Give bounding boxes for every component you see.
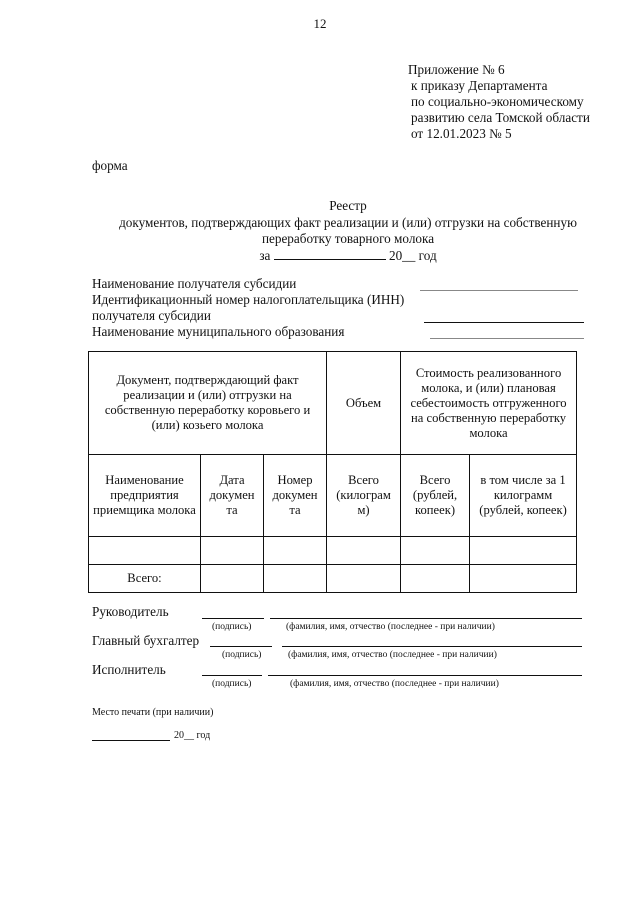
cell-total-rub[interactable]	[401, 537, 470, 565]
head-signature-line[interactable]	[202, 618, 264, 619]
header-document-group: Документ, подтверждающий факт реализации и (или) отгрузки на собственную переработку коровьего и (или) козьего молока	[89, 352, 327, 455]
annex-block	[408, 62, 590, 142]
table-row	[89, 537, 577, 565]
period-prefix: за	[259, 247, 271, 263]
header-date: Дата докумен та	[201, 455, 264, 537]
header-total-rub: Всего (рублей, копеек)	[401, 455, 470, 537]
total-cell-rub[interactable]	[401, 565, 470, 593]
head-label: Руководитель	[92, 604, 169, 619]
header-total-kg: Всего (килограм м)	[327, 455, 401, 537]
cell-total-kg[interactable]	[327, 537, 401, 565]
annex-line-3: по социально-экономическому	[411, 94, 584, 109]
period-year: 20__ год	[388, 247, 437, 263]
annex-line-4: развитию села Томской области	[411, 110, 590, 125]
date-year: 20__ год	[174, 730, 211, 741]
total-row	[89, 565, 577, 593]
total-cell-date[interactable]	[201, 565, 264, 593]
header-volume-group: Объем	[327, 352, 401, 455]
executor-name-line[interactable]	[268, 675, 582, 676]
period-field[interactable]	[274, 248, 386, 260]
document-title	[88, 198, 608, 264]
total-cell-per-kg[interactable]	[470, 565, 577, 593]
recipient-name-field[interactable]	[420, 290, 578, 291]
header-cost-group: Стоимость реализованного молока, и (или) плановая себестоимость отгруженного на собственную переработку молока	[401, 352, 577, 455]
total-cell-number[interactable]	[264, 565, 327, 593]
executor-name-hint: (фамилия, имя, отчество (последнее - при наличии)	[290, 679, 499, 689]
chief-accountant-signature-line[interactable]	[210, 646, 272, 647]
cell-per-kg[interactable]	[470, 537, 577, 565]
title-line-3: переработку товарного молока	[261, 231, 435, 246]
title-period	[88, 248, 608, 265]
municipality-label: Наименование муниципального образования	[92, 324, 345, 339]
head-sign-hint: (подпись)	[212, 622, 252, 632]
inn-label-line-2: получателя субсидии	[92, 308, 211, 323]
title-line-2: документов, подтверждающих факт реализации и (или) отгрузки на собственную	[119, 214, 577, 230]
municipality-field[interactable]	[430, 338, 584, 339]
head-name-line[interactable]	[270, 618, 582, 619]
date-field[interactable]	[92, 740, 170, 741]
header-per-kg: в том числе за 1 килограмм (рублей, копеек)	[470, 455, 577, 537]
title-line-1: Реестр	[329, 198, 367, 213]
cell-date[interactable]	[201, 537, 264, 565]
inn-label-line-1: Идентификационный номер налогоплательщика (ИНН)	[92, 292, 405, 307]
cell-number[interactable]	[264, 537, 327, 565]
recipient-name-label: Наименование получателя субсидии	[92, 276, 297, 291]
annex-line-1: Приложение № 6	[408, 62, 505, 77]
stamp-place: Место печати (при наличии)	[92, 707, 214, 718]
header-number: Номер докумен та	[264, 455, 327, 537]
chief-accountant-name-hint: (фамилия, имя, отчество (последнее - при наличии)	[288, 650, 497, 660]
recipient-info	[92, 276, 404, 340]
page-number: 12	[313, 16, 327, 31]
inn-field[interactable]	[424, 322, 584, 323]
executor-label: Исполнитель	[92, 662, 166, 677]
chief-accountant-label: Главный бухгалтер	[92, 633, 200, 648]
total-label: Всего:	[89, 565, 201, 593]
form-label: форма	[92, 158, 128, 173]
executor-signature-line[interactable]	[202, 675, 262, 676]
total-cell-kg[interactable]	[327, 565, 401, 593]
head-name-hint: (фамилия, имя, отчество (последнее - при наличии)	[286, 622, 495, 632]
chief-accountant-name-line[interactable]	[282, 646, 582, 647]
annex-line-2: к приказу Департамента	[411, 78, 548, 93]
executor-sign-hint: (подпись)	[212, 679, 252, 689]
annex-line-5: от 12.01.2023 № 5	[411, 126, 512, 141]
cell-enterprise[interactable]	[89, 537, 201, 565]
chief-accountant-sign-hint: (подпись)	[222, 650, 262, 660]
register-table	[88, 351, 577, 593]
header-enterprise: Наименование предприятия приемщика молока	[89, 455, 201, 537]
